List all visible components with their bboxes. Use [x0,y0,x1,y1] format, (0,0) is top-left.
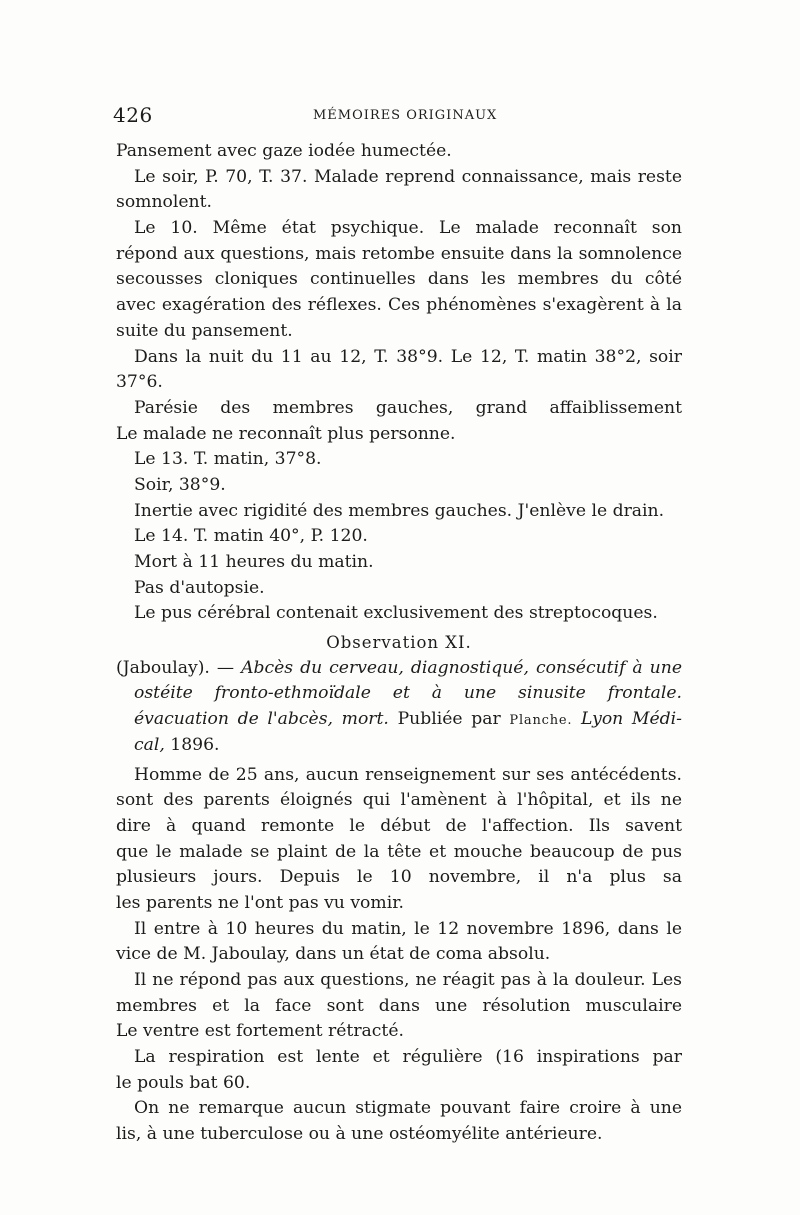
text-line: le pouls bat 60. [116,1072,251,1093]
text-line: lis, à une tuberculose ou à une ostéomyélite antérieure. [116,1124,603,1145]
journal-name: Lyon Médi- [572,709,682,730]
text-line: répond aux questions, mais retombe ensuite dans la somnolence [116,243,682,264]
text-line: Il ne répond pas aux questions, ne réagit pas à la douleur. Les [134,970,682,990]
text-line: 37°6. [116,372,163,393]
text-line: La respiration est lente et régulière (16 inspirations par [134,1047,682,1068]
observation-intro-line [116,707,682,733]
text-line: Pas d'autopsie. [134,577,265,598]
observation-title: évacuation de l'abcès, mort. [134,709,389,730]
text-line: dire à quand remonte le début de l'affection. Ils savent [116,815,682,836]
text-line: Homme de 25 ans, aucun renseignement sur ses antécédents. [134,764,682,785]
running-head: MÉMOIRES ORIGINAUX [313,108,498,123]
text-line: plusieurs jours. Depuis le 10 novembre, il n'a plus sa [116,867,682,888]
observation-intro-line [116,733,682,759]
page-header [113,103,693,129]
text-line: que le malade se plaint de la tête et mouche beaucoup de pus [116,841,682,862]
journal-name: cal, [134,734,165,755]
text-line: Dans la nuit du 11 au 12, T. 38°9. Le 12, T. matin 38°2, soir [134,346,682,367]
publication-year: 1896. [164,734,220,755]
observation-title: ostéite fronto-ethmoïdale et à une sinusite frontale. [134,683,682,704]
text-line: sont des parents éloignés qui l'amènent à l'hôpital, et ils ne [116,790,682,811]
text-line: membres et la face sont dans une résolution musculaire [116,995,682,1016]
page-number: 426 [113,103,153,127]
text-line: Le 14. T. matin 40°, P. 120. [134,526,368,547]
text-line: les parents ne l'ont pas vu vomir. [116,892,404,913]
text-line: avec exagération des réflexes. Ces phénomènes s'exagèrent à la [116,295,682,316]
text-line: Inertie avec rigidité des membres gauches. J'enlève le drain. [134,500,665,521]
observation-title: Abcès du cerveau, diagnostiqué, consécutif à une [241,657,682,678]
dash: — [209,657,242,678]
text-line: Le malade ne reconnaît plus personne. [116,423,456,444]
author-name: Planche. [509,713,573,729]
text-line: Pansement avec gaze iodée humectée. [116,141,452,161]
text-line: Soir, 38°9. [134,474,226,495]
published-by: Publiée par [388,709,510,730]
text-line: Le pus cérébral contenait exclusivement des streptocoques. [134,603,658,624]
observation-author: (Jaboulay). [116,657,210,678]
text-line: Le ventre est fortement rétracté. [116,1021,404,1042]
text-line: Mort à 11 heures du matin. [134,552,374,572]
text-line: Parésie des membres gauches, grand affaiblissement [134,397,682,418]
observation-intro-line [116,656,682,682]
text-line: On ne remarque aucun stigmate pouvant faire croire à une [134,1098,682,1119]
text-line: somnolent. [116,192,212,213]
text-line: Le 10. Même état psychique. Le malade reconnaît son [134,218,682,239]
page-body [116,139,682,1148]
observation-heading: Observation XI. [326,633,472,653]
text-line: Il entre à 10 heures du matin, le 12 novembre 1896, dans le [134,918,682,939]
text-line: Le soir, P. 70, T. 37. Malade reprend connaissance, mais reste [134,166,682,187]
text-line: vice de M. Jaboulay, dans un état de coma absolu. [116,944,551,965]
text-line: secousses cloniques continuelles dans les membres du côté [116,269,682,290]
text-line: Le 13. T. matin, 37°8. [134,449,322,470]
text-line: suite du pansement. [116,320,293,341]
observation-intro-line [116,681,682,707]
